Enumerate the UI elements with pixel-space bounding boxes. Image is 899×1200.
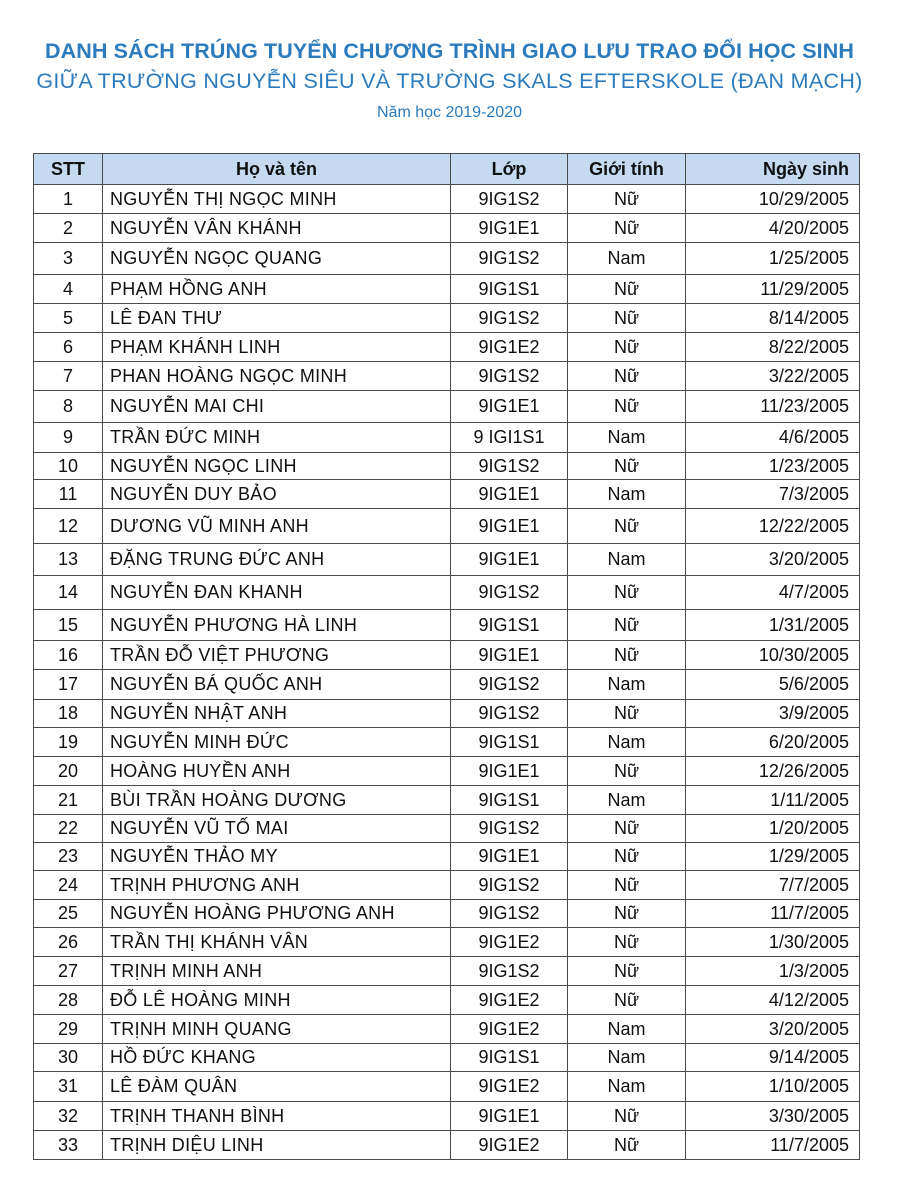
cell-gender: Nữ — [568, 815, 686, 843]
table-row — [34, 815, 860, 843]
cell-class: 9IG1S2 — [451, 576, 568, 610]
cell-class: 9IG1E1 — [451, 214, 568, 243]
cell-stt: 3 — [34, 243, 103, 275]
table-row — [34, 333, 860, 362]
cell-gender: Nữ — [568, 610, 686, 641]
cell-stt: 2 — [34, 214, 103, 243]
table-row — [34, 728, 860, 757]
cell-class: 9IG1E2 — [451, 986, 568, 1015]
cell-dob: 1/31/2005 — [686, 610, 860, 641]
table-row — [34, 1102, 860, 1131]
cell-class: 9IG1S1 — [451, 786, 568, 815]
students-table — [33, 153, 860, 1160]
cell-stt: 31 — [34, 1072, 103, 1102]
cell-gender: Nữ — [568, 391, 686, 423]
cell-dob: 12/26/2005 — [686, 757, 860, 786]
cell-gender: Nữ — [568, 1102, 686, 1131]
cell-stt: 17 — [34, 670, 103, 700]
cell-stt: 14 — [34, 576, 103, 610]
table-row — [34, 843, 860, 871]
cell-gender: Nữ — [568, 843, 686, 871]
cell-class: 9 IGI1S1 — [451, 423, 568, 453]
cell-name: TRỊNH MINH QUANG — [103, 1015, 451, 1044]
cell-class: 9IG1S2 — [451, 453, 568, 480]
cell-stt: 32 — [34, 1102, 103, 1131]
cell-dob: 6/20/2005 — [686, 728, 860, 757]
cell-class: 9IG1E1 — [451, 391, 568, 423]
cell-stt: 1 — [34, 185, 103, 214]
cell-dob: 8/22/2005 — [686, 333, 860, 362]
cell-dob: 12/22/2005 — [686, 509, 860, 544]
cell-class: 9IG1E2 — [451, 333, 568, 362]
table-row — [34, 214, 860, 243]
cell-gender: Nữ — [568, 957, 686, 986]
cell-name: NGUYỄN HOÀNG PHƯƠNG ANH — [103, 900, 451, 928]
cell-stt: 33 — [34, 1131, 103, 1160]
cell-name: NGUYỄN THỊ NGỌC MINH — [103, 185, 451, 214]
header-gender: Giới tính — [568, 154, 686, 185]
cell-dob: 3/30/2005 — [686, 1102, 860, 1131]
cell-dob: 1/25/2005 — [686, 243, 860, 275]
cell-dob: 4/20/2005 — [686, 214, 860, 243]
cell-name: NGUYỄN NHẬT ANH — [103, 700, 451, 728]
cell-class: 9IG1E2 — [451, 1015, 568, 1044]
cell-stt: 5 — [34, 304, 103, 333]
cell-name: TRỊNH THANH BÌNH — [103, 1102, 451, 1131]
table-row — [34, 1015, 860, 1044]
cell-dob: 11/29/2005 — [686, 275, 860, 304]
cell-dob: 1/29/2005 — [686, 843, 860, 871]
cell-dob: 1/20/2005 — [686, 815, 860, 843]
table-row — [34, 641, 860, 670]
cell-stt: 6 — [34, 333, 103, 362]
cell-gender: Nam — [568, 1044, 686, 1072]
cell-stt: 13 — [34, 544, 103, 576]
cell-stt: 24 — [34, 871, 103, 900]
cell-gender: Nam — [568, 1015, 686, 1044]
cell-name: TRỊNH PHƯƠNG ANH — [103, 871, 451, 900]
cell-stt: 4 — [34, 275, 103, 304]
cell-gender: Nam — [568, 728, 686, 757]
cell-name: NGUYỄN DUY BẢO — [103, 480, 451, 509]
cell-name: NGUYỄN VÂN KHÁNH — [103, 214, 451, 243]
cell-gender: Nữ — [568, 509, 686, 544]
cell-dob: 3/9/2005 — [686, 700, 860, 728]
cell-dob: 4/12/2005 — [686, 986, 860, 1015]
table-row — [34, 757, 860, 786]
table-row — [34, 786, 860, 815]
table-body — [34, 185, 860, 1160]
cell-gender: Nữ — [568, 986, 686, 1015]
cell-class: 9IG1S2 — [451, 670, 568, 700]
cell-gender: Nữ — [568, 362, 686, 391]
cell-name: NGUYỄN NGỌC LINH — [103, 453, 451, 480]
cell-dob: 7/3/2005 — [686, 480, 860, 509]
cell-name: NGUYỄN VŨ TỐ MAI — [103, 815, 451, 843]
cell-gender: Nam — [568, 544, 686, 576]
table-row — [34, 1044, 860, 1072]
cell-dob: 11/7/2005 — [686, 1131, 860, 1160]
cell-dob: 11/7/2005 — [686, 900, 860, 928]
cell-name: NGUYỄN BÁ QUỐC ANH — [103, 670, 451, 700]
cell-dob: 8/14/2005 — [686, 304, 860, 333]
cell-class: 9IG1S2 — [451, 871, 568, 900]
cell-stt: 27 — [34, 957, 103, 986]
cell-class: 9IG1E2 — [451, 928, 568, 957]
cell-gender: Nữ — [568, 757, 686, 786]
cell-class: 9IG1E1 — [451, 509, 568, 544]
cell-name: NGUYỄN MINH ĐỨC — [103, 728, 451, 757]
cell-stt: 11 — [34, 480, 103, 509]
table-row — [34, 700, 860, 728]
cell-name: PHẠM HỒNG ANH — [103, 275, 451, 304]
cell-class: 9IG1S2 — [451, 243, 568, 275]
cell-gender: Nam — [568, 1072, 686, 1102]
cell-name: LÊ ĐAN THƯ — [103, 304, 451, 333]
table-row — [34, 900, 860, 928]
cell-name: TRẦN THỊ KHÁNH VÂN — [103, 928, 451, 957]
cell-stt: 9 — [34, 423, 103, 453]
cell-class: 9IG1E1 — [451, 757, 568, 786]
cell-gender: Nữ — [568, 928, 686, 957]
header-stt: STT — [34, 154, 103, 185]
cell-stt: 18 — [34, 700, 103, 728]
document-header — [0, 36, 899, 126]
table-row — [34, 509, 860, 544]
cell-dob: 4/7/2005 — [686, 576, 860, 610]
cell-stt: 21 — [34, 786, 103, 815]
cell-name: BÙI TRẦN HOÀNG DƯƠNG — [103, 786, 451, 815]
cell-class: 9IG1S2 — [451, 957, 568, 986]
table-row — [34, 871, 860, 900]
cell-dob: 5/6/2005 — [686, 670, 860, 700]
cell-name: ĐỖ LÊ HOÀNG MINH — [103, 986, 451, 1015]
cell-stt: 20 — [34, 757, 103, 786]
cell-gender: Nữ — [568, 700, 686, 728]
cell-name: TRẦN ĐỖ VIỆT PHƯƠNG — [103, 641, 451, 670]
cell-gender: Nam — [568, 786, 686, 815]
cell-dob: 3/20/2005 — [686, 1015, 860, 1044]
document-title: DANH SÁCH TRÚNG TUYỂN CHƯƠNG TRÌNH GIAO LƯU TRAO ĐỔI HỌC SINH — [44, 39, 855, 63]
cell-name: NGUYỄN ĐAN KHANH — [103, 576, 451, 610]
table-row — [34, 576, 860, 610]
table-row — [34, 185, 860, 214]
school-year: Năm học 2019-2020 — [377, 104, 522, 121]
cell-name: HỒ ĐỨC KHANG — [103, 1044, 451, 1072]
table-row — [34, 986, 860, 1015]
cell-gender: Nữ — [568, 185, 686, 214]
cell-stt: 12 — [34, 509, 103, 544]
header-name: Họ và tên — [103, 154, 451, 185]
cell-class: 9IG1S2 — [451, 700, 568, 728]
cell-gender: Nam — [568, 423, 686, 453]
cell-dob: 10/29/2005 — [686, 185, 860, 214]
cell-gender: Nữ — [568, 214, 686, 243]
cell-name: PHẠM KHÁNH LINH — [103, 333, 451, 362]
cell-class: 9IG1S1 — [451, 275, 568, 304]
cell-name: TRẦN ĐỨC MINH — [103, 423, 451, 453]
table-row — [34, 362, 860, 391]
table-row — [34, 670, 860, 700]
cell-gender: Nữ — [568, 275, 686, 304]
cell-class: 9IG1E2 — [451, 1131, 568, 1160]
table-row — [34, 243, 860, 275]
table-row — [34, 544, 860, 576]
cell-stt: 23 — [34, 843, 103, 871]
cell-gender: Nữ — [568, 304, 686, 333]
cell-dob: 4/6/2005 — [686, 423, 860, 453]
cell-class: 9IG1S2 — [451, 304, 568, 333]
cell-name: LÊ ĐÀM QUÂN — [103, 1072, 451, 1102]
cell-gender: Nữ — [568, 576, 686, 610]
cell-dob: 1/23/2005 — [686, 453, 860, 480]
cell-class: 9IG1E1 — [451, 843, 568, 871]
cell-stt: 22 — [34, 815, 103, 843]
cell-class: 9IG1S1 — [451, 1044, 568, 1072]
cell-stt: 25 — [34, 900, 103, 928]
cell-dob: 1/10/2005 — [686, 1072, 860, 1102]
cell-stt: 7 — [34, 362, 103, 391]
cell-name: NGUYỄN MAI CHI — [103, 391, 451, 423]
cell-gender: Nữ — [568, 1131, 686, 1160]
cell-dob: 1/30/2005 — [686, 928, 860, 957]
cell-name: TRỊNH DIỆU LINH — [103, 1131, 451, 1160]
cell-gender: Nữ — [568, 453, 686, 480]
cell-dob: 7/7/2005 — [686, 871, 860, 900]
table-row — [34, 275, 860, 304]
cell-gender: Nam — [568, 480, 686, 509]
table-row — [34, 480, 860, 509]
cell-dob: 3/22/2005 — [686, 362, 860, 391]
table-header-row — [34, 154, 860, 185]
document-subtitle: GIỮA TRƯỜNG NGUYỄN SIÊU VÀ TRƯỜNG SKALS EFTERSKOLE (ĐAN MẠCH) — [36, 69, 863, 93]
cell-gender: Nữ — [568, 333, 686, 362]
cell-class: 9IG1S2 — [451, 362, 568, 391]
table-row — [34, 957, 860, 986]
cell-gender: Nam — [568, 670, 686, 700]
cell-class: 9IG1E1 — [451, 641, 568, 670]
table-row — [34, 1072, 860, 1102]
cell-dob: 1/3/2005 — [686, 957, 860, 986]
table-row — [34, 391, 860, 423]
cell-gender: Nữ — [568, 900, 686, 928]
cell-class: 9IG1E1 — [451, 544, 568, 576]
cell-class: 9IG1S1 — [451, 728, 568, 757]
cell-stt: 8 — [34, 391, 103, 423]
cell-class: 9IG1S1 — [451, 610, 568, 641]
cell-name: PHAN HOÀNG NGỌC MINH — [103, 362, 451, 391]
cell-dob: 11/23/2005 — [686, 391, 860, 423]
cell-dob: 10/30/2005 — [686, 641, 860, 670]
cell-name: NGUYỄN NGỌC QUANG — [103, 243, 451, 275]
header-dob: Ngày sinh — [686, 154, 860, 185]
table-row — [34, 453, 860, 480]
cell-stt: 26 — [34, 928, 103, 957]
cell-class: 9IG1S2 — [451, 815, 568, 843]
cell-name: ĐẶNG TRUNG ĐỨC ANH — [103, 544, 451, 576]
cell-gender: Nữ — [568, 871, 686, 900]
table-row — [34, 928, 860, 957]
cell-stt: 15 — [34, 610, 103, 641]
cell-dob: 9/14/2005 — [686, 1044, 860, 1072]
cell-stt: 29 — [34, 1015, 103, 1044]
cell-name: NGUYỄN THẢO MY — [103, 843, 451, 871]
cell-stt: 28 — [34, 986, 103, 1015]
cell-class: 9IG1E1 — [451, 480, 568, 509]
cell-stt: 19 — [34, 728, 103, 757]
table-row — [34, 423, 860, 453]
cell-class: 9IG1S2 — [451, 185, 568, 214]
cell-dob: 1/11/2005 — [686, 786, 860, 815]
cell-stt: 10 — [34, 453, 103, 480]
cell-stt: 16 — [34, 641, 103, 670]
cell-class: 9IG1S2 — [451, 900, 568, 928]
cell-name: NGUYỄN PHƯƠNG HÀ LINH — [103, 610, 451, 641]
cell-dob: 3/20/2005 — [686, 544, 860, 576]
table-row — [34, 610, 860, 641]
cell-gender: Nữ — [568, 641, 686, 670]
cell-name: DƯƠNG VŨ MINH ANH — [103, 509, 451, 544]
cell-class: 9IG1E2 — [451, 1072, 568, 1102]
cell-name: HOÀNG HUYỀN ANH — [103, 757, 451, 786]
header-class: Lớp — [451, 154, 568, 185]
cell-gender: Nam — [568, 243, 686, 275]
table-row — [34, 1131, 860, 1160]
cell-stt: 30 — [34, 1044, 103, 1072]
table-row — [34, 304, 860, 333]
cell-name: TRỊNH MINH ANH — [103, 957, 451, 986]
cell-class: 9IG1E1 — [451, 1102, 568, 1131]
